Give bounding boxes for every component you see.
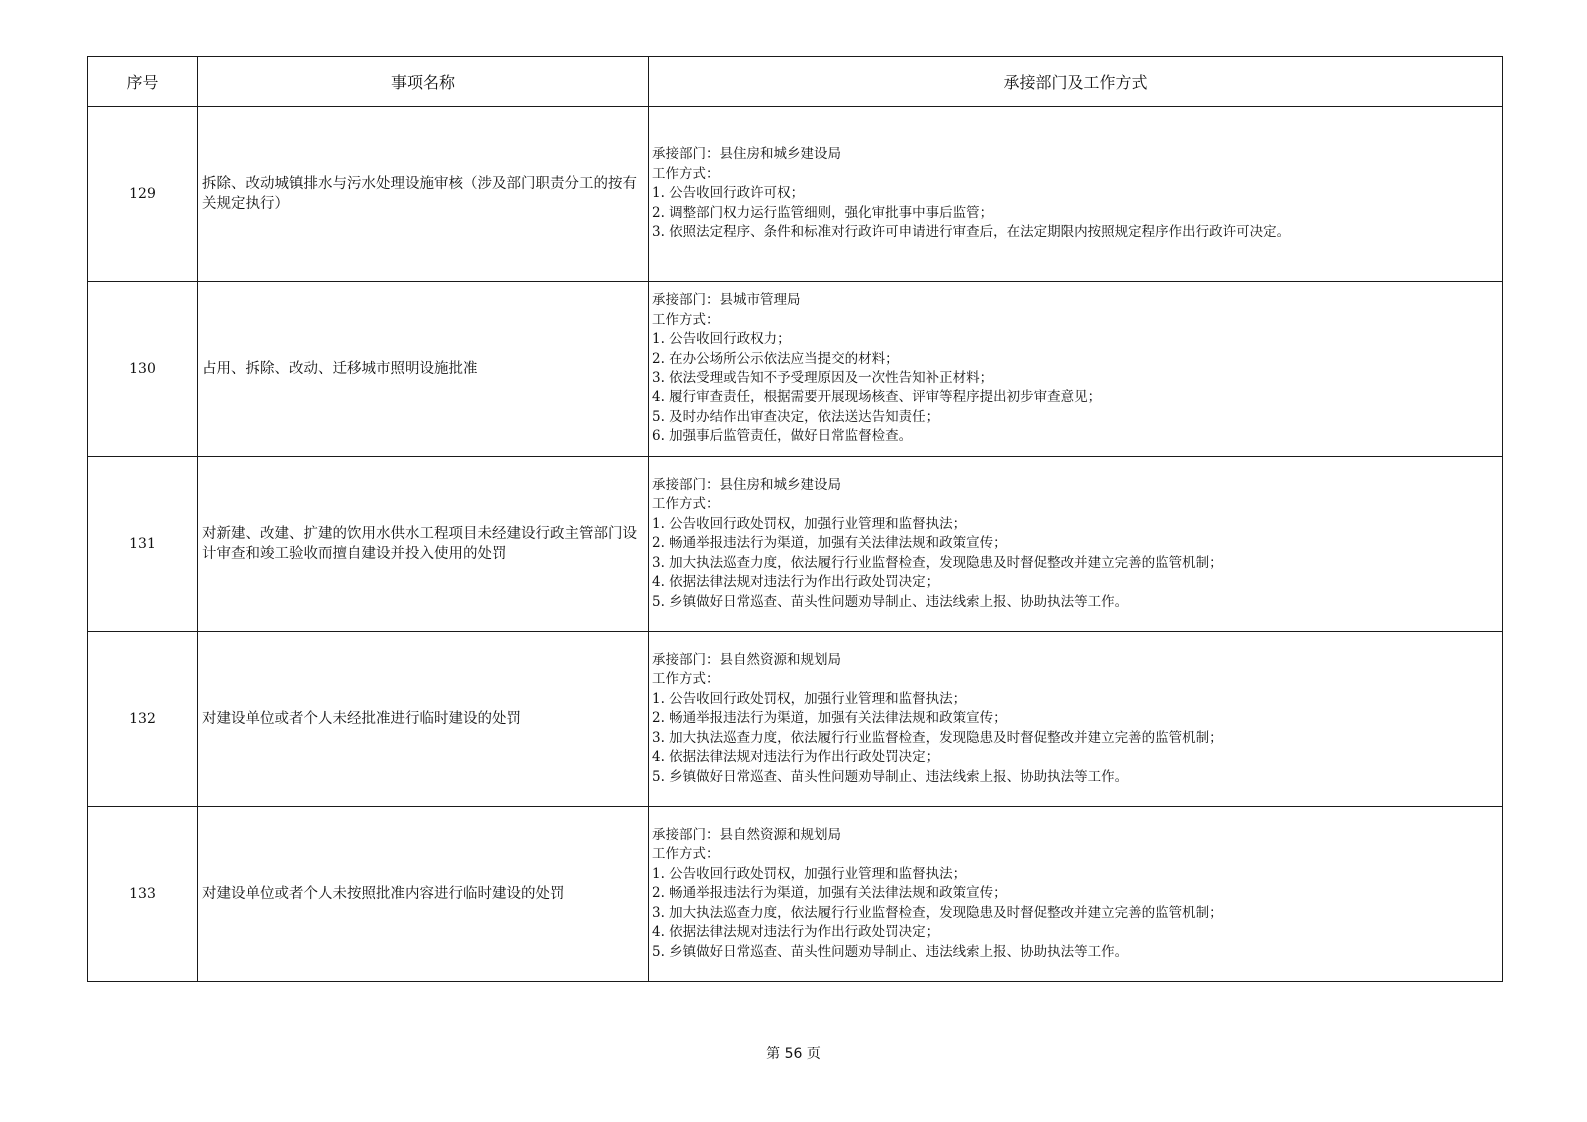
work-method-step: 5. 乡镇做好日常巡查、苗头性问题劝导制止、违法线索上报、协助执法等工作。 <box>652 593 1129 610</box>
serial-number-cell: 133 <box>88 807 198 982</box>
work-method-step: 6. 加强事后监管责任，做好日常监督检查。 <box>652 428 913 445</box>
serial-number-cell: 129 <box>88 107 198 282</box>
work-method-step: 2. 调整部门权力运行监管细则，强化审批事中事后监管； <box>652 204 994 221</box>
department-method-cell <box>649 282 1503 457</box>
receiving-department: 承接部门：县城市管理局 <box>652 292 801 309</box>
receiving-department: 承接部门：县自然资源和规划局 <box>652 827 841 844</box>
table-row <box>88 807 1503 982</box>
header-department-and-method: 承接部门及工作方式 <box>649 57 1503 107</box>
work-method-step: 3. 加大执法巡查力度，依法履行行业监督检查，发现隐患及时督促整改并建立完善的监管机制； <box>652 904 1223 921</box>
work-method-step: 4. 依据法律法规对违法行为作出行政处罚决定； <box>652 749 940 766</box>
work-method-step: 2. 畅通举报违法行为渠道，加强有关法律法规和政策宣传； <box>652 710 1007 727</box>
work-method-label: 工作方式： <box>652 671 720 688</box>
work-method-step: 4. 履行审查责任，根据需要开展现场核查、评审等程序提出初步审查意见； <box>652 389 1102 406</box>
work-method-label: 工作方式： <box>652 496 720 513</box>
department-method-cell <box>649 632 1503 807</box>
matters-table <box>87 56 1503 982</box>
department-method-cell <box>649 107 1503 282</box>
work-method-step: 4. 依据法律法规对违法行为作出行政处罚决定； <box>652 924 940 941</box>
work-method-step: 1. 公告收回行政处罚权，加强行业管理和监督执法； <box>652 690 967 707</box>
table-header-row <box>88 57 1503 107</box>
item-name-cell: 对建设单位或者个人未经批准进行临时建设的处罚 <box>198 632 649 807</box>
work-method-step: 3. 依法受理或告知不予受理原因及一次性告知补正材料； <box>652 370 994 386</box>
work-method-step: 2. 畅通举报违法行为渠道，加强有关法律法规和政策宣传； <box>652 535 1007 552</box>
work-method-step: 1. 公告收回行政权力； <box>652 331 791 348</box>
item-name-cell: 对建设单位或者个人未按照批准内容进行临时建设的处罚 <box>198 807 649 982</box>
work-method-step: 2. 在办公场所公示依法应当提交的材料； <box>652 350 899 367</box>
work-method-step: 5. 乡镇做好日常巡查、苗头性问题劝导制止、违法线索上报、协助执法等工作。 <box>652 768 1129 785</box>
serial-number-cell: 130 <box>88 282 198 457</box>
item-name-cell: 对新建、改建、扩建的饮用水供水工程项目未经建设行政主管部门设计审查和竣工验收而擅自建设并投入使用的处罚 <box>198 457 649 632</box>
work-method-label: 工作方式： <box>652 165 720 182</box>
work-method-step: 3. 加大执法巡查力度，依法履行行业监督检查，发现隐患及时督促整改并建立完善的监管机制； <box>652 554 1223 571</box>
page-number: 第 56 页 <box>766 1046 821 1062</box>
header-serial-number: 序号 <box>88 57 198 107</box>
header-item-name: 事项名称 <box>198 57 649 107</box>
work-method-step: 3. 加大执法巡查力度，依法履行行业监督检查，发现隐患及时督促整改并建立完善的监管机制； <box>652 729 1223 746</box>
work-method-step: 5. 及时办结作出审查决定，依法送达告知责任； <box>652 408 940 425</box>
table-row <box>88 457 1503 632</box>
work-method-step: 5. 乡镇做好日常巡查、苗头性问题劝导制止、违法线索上报、协助执法等工作。 <box>652 943 1129 960</box>
work-method-label: 工作方式： <box>652 311 720 328</box>
work-method-step: 4. 依据法律法规对违法行为作出行政处罚决定； <box>652 574 940 591</box>
work-method-step: 1. 公告收回行政处罚权，加强行业管理和监督执法； <box>652 515 967 532</box>
work-method-label: 工作方式： <box>652 846 720 863</box>
serial-number-cell: 131 <box>88 457 198 632</box>
work-method-step: 3. 依照法定程序、条件和标准对行政许可申请进行审查后，在法定期限内按照规定程序作出行政许可决定。 <box>652 224 1291 241</box>
receiving-department: 承接部门：县住房和城乡建设局 <box>652 146 841 163</box>
work-method-step: 1. 公告收回行政许可权； <box>652 185 805 202</box>
department-method-cell <box>649 457 1503 632</box>
receiving-department: 承接部门：县住房和城乡建设局 <box>652 477 841 494</box>
receiving-department: 承接部门：县自然资源和规划局 <box>652 652 841 669</box>
table-row <box>88 282 1503 457</box>
department-method-cell <box>649 807 1503 982</box>
work-method-step: 1. 公告收回行政处罚权，加强行业管理和监督执法； <box>652 865 967 882</box>
serial-number-cell: 132 <box>88 632 198 807</box>
work-method-step: 2. 畅通举报违法行为渠道，加强有关法律法规和政策宣传； <box>652 885 1007 902</box>
item-name-cell: 占用、拆除、改动、迁移城市照明设施批准 <box>198 282 649 457</box>
item-name-cell: 拆除、改动城镇排水与污水处理设施审核（涉及部门职责分工的按有关规定执行） <box>198 107 649 282</box>
table-row <box>88 107 1503 282</box>
table-row <box>88 632 1503 807</box>
